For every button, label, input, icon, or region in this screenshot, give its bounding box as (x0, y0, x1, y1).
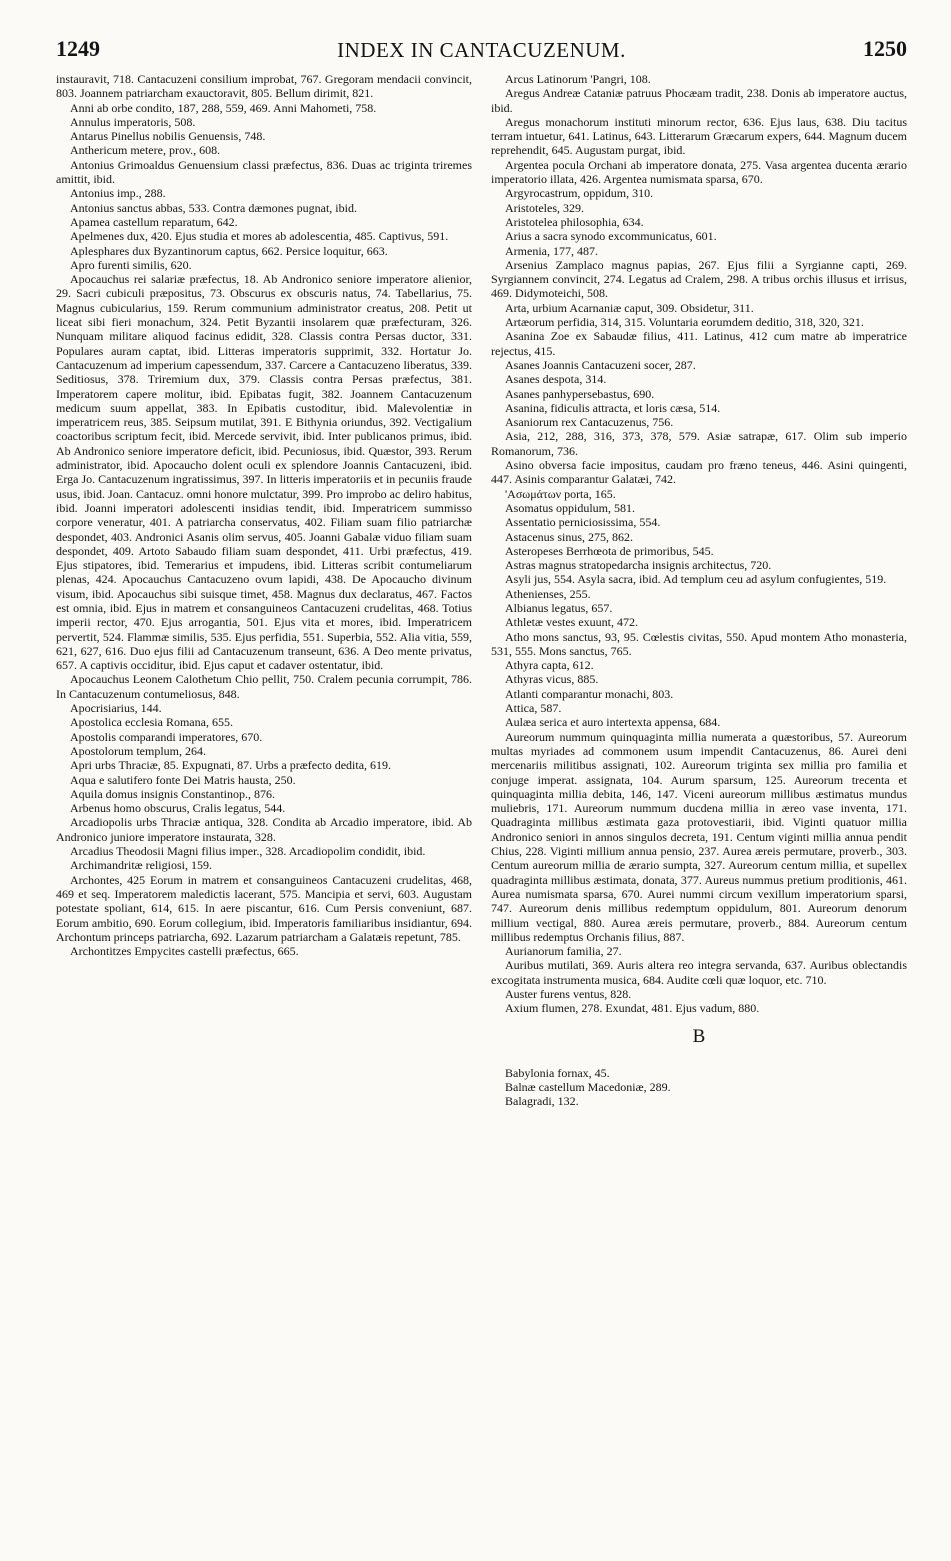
index-entry: Anni ab orbe condito, 187, 288, 559, 469. Anni Mahometi, 758. (70, 100, 377, 115)
index-entry: Athyra capta, 612. (505, 658, 594, 673)
index-entry: Auribus mutilati, 369. Auris altera reo integra servanda, 637. Auribus oblectandis excogitata instrumenta musica, 684. Audite cœli quæ loquor, etc. 710. (491, 958, 907, 987)
index-entry: Argentea pocula Orchani ab imperatore donata, 275. Vasa argentea ducenta ærario imperatorio illata, 426. Argentea numismata sparsa, 670. (491, 157, 907, 187)
index-entry: Asanina Zoe ex Sabaudæ filius, 411. Latinus, 412 cum matre ab imperatrice rejectus, 415. (491, 329, 907, 358)
index-entry: Antarus Pinellus nobilis Genuensis, 748. (70, 129, 266, 144)
index-entry: Aquila domus insignis Constantinop., 876. (70, 786, 276, 801)
index-entry: Aplesphares dux Byzantinorum captus, 662. Persice loquitur, 663. (70, 243, 388, 258)
index-entry: Arsenius Zamplaco magnus papias, 267. Ejus filii a Syrgianne capti, 269. Syrgiannem convincit, 274. Legatus ad Cralem, 298. A tribus orchis illusus et irrisus, 469. Didymoteichi, 508. (491, 257, 907, 301)
index-entry: Arcus Latinorum 'Pangri, 108. (505, 72, 651, 86)
index-entry: Atlanti comparantur monachi, 803. (505, 686, 674, 701)
left-column (56, 72, 472, 1109)
index-entry: Archimandritæ religiosi, 159. (70, 858, 212, 873)
index-entry: Asino obversa facie impositus, caudam pro fræno teneus, 446. Asini quingenti, 447. Asinis comparantur Galatæi, 742. (491, 458, 907, 487)
index-entry: Archontes, 425 Eorum in matrem et consanguineos Cantacuzeni crudelitas, 468, 469 et seq. Imperatorem maledictis lacerant, 575. Mancipia et servi, 603. Augustam potestate spoliant, 614, 615. In aere piscantur, 616. Cum Persis conveniunt, 687. Eorum ambitio, 690. Eorum collegium, ibid. Imperatoris familiaribus insidiantur, 694. Archontum princeps patriarcha, 692. Lazarum patriarcham a Galatæis repetunt, 785. (56, 872, 472, 944)
index-entry: Astras magnus stratopedarcha insignis architectus, 720. (505, 558, 772, 573)
section-letter-heading: B (692, 1025, 706, 1047)
index-entry: Aqua e salutifero fonte Dei Matris hausta, 250. (70, 772, 296, 787)
index-entry: Arcadius Theodosii Magni filius imper., 328. Arcadiopolim condidit, ibid. (70, 844, 426, 859)
index-entry: Arbenus homo obscurus, Cralis legatus, 544. (70, 801, 286, 816)
index-entry: 'Ασωμάτων porta, 165. (505, 486, 616, 501)
index-entry: Athenienses, 255. (505, 586, 591, 601)
index-entry: Asaniorum rex Cantacuzenus, 756. (505, 415, 674, 430)
index-entry: Apro furenti similis, 620. (70, 257, 192, 272)
index-entry: Asanes despota, 314. (505, 372, 607, 387)
index-entry: Aurianorum familia, 27. (505, 944, 622, 959)
index-entry: Albianus legatus, 657. (505, 600, 613, 615)
index-entry: Arcadiopolis urbs Thraciæ antiqua, 328. Condita ab Arcadio imperatore, ibid. Ab Andronico juniore imperatore instaurata, 328. (56, 815, 472, 844)
index-entry: Apocauchus Leonem Calothetum Chio pellit, 750. Cralem pecunia corrumpit, 786. In Cantacuzenum contumeliosus, 848. (56, 672, 472, 701)
page-header (56, 36, 907, 70)
index-entry: Apamea castellum reparatum, 642. (70, 214, 238, 229)
section-b-entries (491, 1066, 907, 1109)
index-entry: Aureorum nummum quinquaginta millia numerata a quæstoribus, 57. Aureorum multas myriades ad commonem usum impendit Cantacuzenus, 86. Aurei deni mercenariis militibus assignati, 102. Aureorum triginta sex millia pro familia et conjuge imperat. assignata, 104. Aurum sparsum, 125. Aureorum trecenta et quinquaginta millia debita, 146, 147. Viceni aureorum millibus æstimatus mundus muliebris, 171. Aureorum nummum ducdena millia in æreo vase inventa, 171. Quadraginta millibus æstimata gaza protovestiarii, ibid. Viginti quatuor millia Andronico seniori in annos singulos decreta, 191. Centum viginti millia annua pendit Chius, 228. Viginti millium annua pensio, 237. Aurea æreis permutare, proverb., 303. Centum aureorum millia de ærario sumpta, 327. Aureorum centum millia, et supellex quadraginta millibus æstimata, donata, 377. Aureus nummus pretium proditionis, 461. Aurea numismata sparsa, 670. Aurei nummi circum vexillum imperatorium sparsi, 747. Aureorum denis millibus redemptum oppidulum, 801. Aureorum denorum millium vectigal, 880. Aurea æreis permutare, proverb., 884. Aureorum centum millibus redemptus Orchanis filius, 887. (491, 729, 907, 944)
index-columns (56, 72, 907, 1109)
index-entry: Aregus Andreæ Cataniæ patruus Phocæam tradit, 238. Donis ab imperatore auctus, ibid. (491, 86, 907, 115)
index-entry: Astacenus sinus, 275, 862. (505, 529, 633, 544)
index-entry: instauravit, 718. Cantacuzeni consilium improbat, 767. Gregoram mendacii convincit, 803. Joannem patriarcham exauctoravit, 805. Bellum dirimit, 821. (56, 72, 472, 101)
index-entry: Asyli jus, 554. Asyla sacra, ibid. Ad templum ceu ad asylum confugientes, 519. (505, 572, 887, 587)
index-entry: Arta, urbium Acarnaniæ caput, 309. Obsidetur, 311. (505, 300, 754, 315)
index-entry: Antonius sanctus abbas, 533. Contra dæmones pugnat, ibid. (70, 200, 357, 215)
page-number-left: 1249 (56, 36, 100, 61)
index-entry: Asomatus oppidulum, 581. (505, 500, 636, 515)
index-entry: Athletæ vestes exuunt, 472. (505, 615, 638, 630)
index-entry: Auster furens ventus, 828. (505, 987, 632, 1001)
index-entry: Artæorum perfidia, 314, 315. Voluntaria eorumdem deditio, 318, 320, 321. (505, 315, 864, 330)
index-entry: Asanina, fidiculis attracta, et loris cæsa, 514. (505, 400, 721, 415)
index-entry: Assentatio perniciosissima, 554. (505, 515, 661, 530)
index-entry: Apelmenes dux, 420. Ejus studia et mores ab adolescentia, 485. Captivus, 591. (70, 229, 449, 244)
index-entry: Anthericum metere, prov., 608. (70, 143, 221, 158)
index-entry: Balnæ castellum Macedoniæ, 289. (505, 1080, 671, 1095)
index-entry: Apocrisiarius, 144. (70, 701, 162, 716)
running-title: INDEX IN CANTACUZENUM. (337, 38, 626, 62)
index-entry: Aulæa serica et auro intertexta appensa, 684. (505, 715, 721, 730)
index-entry: Archontitzes Empycites castelli præfectus, 665. (70, 944, 299, 959)
index-entry: Apostolis comparandi imperatores, 670. (70, 729, 263, 744)
index-entry: Apostolorum templum, 264. (70, 743, 206, 758)
index-entry: Athyras vicus, 885. (505, 672, 599, 687)
index-entry: Atho mons sanctus, 93, 95. Cœlestis civitas, 550. Apud montem Atho monasteria, 531, 555. Mons sanctus, 765. (491, 629, 907, 658)
index-entry: Apocauchus rei salariæ præfectus, 18. Ab Andronico seniore imperatore alienior, 29. Sacri cubiculi præpositus, 73. Obscurus ex obscuris natus, 74. Tabellarius, 75. Magnus cubicularius, 159. Rerum communium administrator creatus, 208. Petit ut liceat sibi fieri monachum, 324. Petit Byzantii insolarem quæ præfecturam, 326. Nunquam militare aliquod facinus edidit, 328. Classis contra Persas ductor, 331. Populares auram captat, ibid. Litteras imperatoris supprimit, 332. Hortatur Jo. Cantacuzenum ad imperium capessendum, 337. Carcere a Cantacuzeno liberatus, 339. Seditiosus, 378. Triremium dux, 379. Classis contra Persas præfectus, 381. Imperatorem capere molitur, ibid. Epibatas fugit, 382. Joannem Cantacuzenum medicum suum appellat, 383. In Epibatis custoditur, ibid. Malevolentiæ in imperatricem reus, 385. Seipsum mutilat, 391. E Bithynia oriundus, 392. Vectigalium coactoribus scriptum fecit, ibid. Mercede servivit, ibid. Inter publicanos primus, ibid. Ab Andronico seniore imperatore deficit, ibid. Pecuniosus, ibid. Quæstor, 393. Rerum administrator, ibid. Apocaucho dolent oculi ex splendore Joannis Cantacuzeni, ibid. Erga Jo. Cantacuzenum ingratissimus, 397. In litteris imperatoriis et in pecuniis fraude usus, ibid. Joan. Cantacuz. omni honore mulctatur, 399. Pro improbo ac deliro habitus, ibid. Joanni imperatori adolescenti insidias tendit, ibid. Imperatricem summisso corpore veneratur, 401. A patriarcha conservatus, 402. Filiam suam filio patriarchæ despondet, 403. Andronici Asanis olim servus, 405. Joanni Gabalæ viduo filiam suam despondet, 409. Artoto Sabaudo filiam suam despondet, 411. Urbi præfectus, 419. Ejus stipatores, ibid. Temerarius et impudens, ibid. Litteras scribit contumeliarum plenas, 424. Apocauchus Cantacuzeno ovum lapidi, 438. De Apocaucho divinum visum, ibid. Apocauchus sibi suisque timet, 458. Magnus dux declaratus, 467. Factos est omnia, ibid. Ejus in matrem et consanguineos Cantacuzeni crudelitas, 468. Totius imperii rector, 470. Ejus arrogantia, 501. Ejus vita et mores, ibid. Imperatricem pervertit, 524. Flammæ similis, 535. Ejus perfidia, 551. Superbia, 552. Alia vitia, 559, 621, 627, 616. Duo ejus filii ad Cantacuzenum transeunt, 636. A Deo mente privatus, 657. A captivis occiditur, ibid. Ejus caput et cadaver ostentatur, ibid. (56, 272, 472, 673)
right-column (491, 72, 907, 1109)
index-entry: Asanes panhypersebastus, 690. (505, 386, 655, 401)
index-entry: Axium flumen, 278. Exundat, 481. Ejus vadum, 880. (505, 1001, 760, 1016)
index-entry: Aregus monachorum instituti minorum rector, 636. Ejus laus, 638. Diu tacitus terram intuetur, 641. Latinus, 643. Litterarum Græcarum expers, 644. Magnum ducem reprehendit, 645. Augustam purgat, ibid. (491, 114, 907, 158)
index-entry: Babylonia fornax, 45. (505, 1065, 610, 1080)
index-entry: Apri urbs Thraciæ, 85. Expugnati, 87. Urbs a præfecto dedita, 619. (70, 758, 392, 773)
right-column-entries (491, 72, 907, 1016)
index-entry: Argyrocastrum, oppidum, 310. (505, 186, 654, 201)
page-number-right: 1250 (863, 36, 907, 61)
index-entry: Aristoteles, 329. (505, 200, 584, 215)
index-entry: Asanes Joannis Cantacuzeni socer, 287. (505, 357, 696, 372)
index-entry: Asteropeses Berrhœota de primoribus, 545. (505, 543, 714, 558)
index-entry: Balagradi, 132. (505, 1094, 579, 1109)
index-entry: Asia, 212, 288, 316, 373, 378, 579. Asiæ satrapæ, 617. Olim sub imperio Romanorum, 736. (491, 429, 907, 458)
index-entry: Arius a sacra synodo excommunicatus, 601. (505, 229, 717, 244)
index-entry: Attica, 587. (505, 701, 562, 716)
index-entry: Armenia, 177, 487. (505, 243, 598, 258)
index-entry: Apostolica ecclesia Romana, 655. (70, 715, 233, 730)
index-entry: Annulus imperatoris, 508. (70, 114, 196, 129)
index-entry: Antonius Grimoaldus Genuensium classi præfectus, 836. Duas ac triginta triremes amittit, ibid. (56, 157, 472, 187)
index-entry: Aristotelea philosophia, 634. (505, 214, 644, 229)
index-entry: Antonius imp., 288. (70, 186, 166, 201)
